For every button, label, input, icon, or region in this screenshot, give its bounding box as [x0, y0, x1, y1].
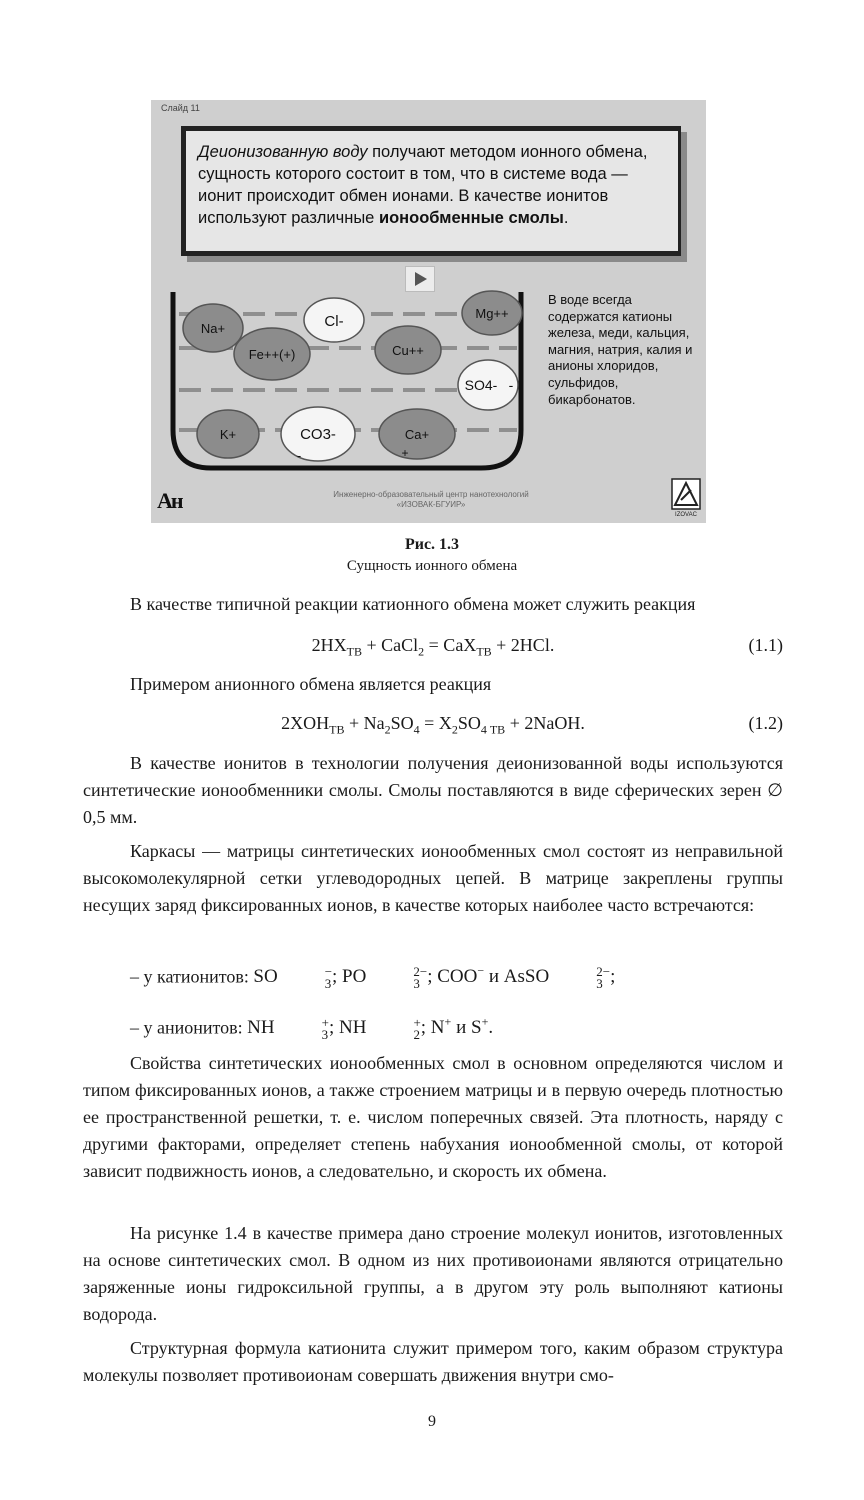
equation-2	[83, 710, 783, 737]
page-number: 9	[428, 1413, 436, 1430]
svg-text:CO3-: CO3-	[300, 426, 336, 443]
slide-footer-line1: Инженерно-образовательный центр нанотехнологий	[333, 490, 529, 499]
slide-side-note: В воде всегда содержатся катионы железа, меди, кальция, магния, натрия, калия и анионы хлоридов, сульфидов, бикарбонатов.	[548, 292, 693, 407]
paragraph-3: В качестве ионитов в технологии получения деионизованной воды используются синтетические ионообменники смолы. Смолы поставляются в виде сферических зерен ∅ 0,5 мм.	[83, 753, 783, 827]
equation-1-body: $2HX_{ТВ}$ + CaCl$_2$ = CaX$_{ТВ}$ + 2HCl.	[311, 635, 555, 659]
paragraph-4: Каркасы — матрицы синтетических ионообменных смол состоят из неправильной высокомолекулярной сетки углеводородных цепей. В матрице закреплены группы несущих заряд фиксированных ионов, в качестве которых наиболее часто встречаются:	[83, 841, 783, 915]
slide-text-main: получают методом ионного обмена, сущность которого состоит в том, что в системе вода — ионит происходит обмен ионами. В качестве ионитов используют различные	[198, 143, 648, 227]
svg-text:K+: K+	[219, 427, 237, 442]
equation-1-number: (1.1)	[748, 635, 783, 655]
ion-na	[183, 304, 243, 352]
paragraph-6: На рисунке 1.4 в качестве примера дано строение молекул ионитов, изготовленных на основе синтетических смол. В одном из них противоионами являются отрицательно заряженные ионы гидроксильной группы, а в другом эту роль выполняют катионы водорода.	[83, 1223, 783, 1324]
ion-ca	[379, 409, 455, 460]
paragraph-7: Структурная формула катионита служит примером того, каким образом структура молекулы позволяет противоионам совершать движения внутри смо-	[83, 1338, 783, 1385]
slide-text-end: .	[563, 209, 569, 227]
svg-text:Cl-: Cl-	[324, 313, 344, 330]
cation-groups-line: – у катионитов: SO − 3 ; PO 2− 3 ; COO− и AsSO 2− 3 ;	[130, 963, 616, 991]
ion-fe	[234, 328, 310, 380]
logo-left: Ан	[157, 488, 182, 513]
slide-label: Слайд 11	[161, 103, 200, 113]
slide-footer-line2: «ИЗОВАК-БГУИР»	[396, 500, 466, 509]
ion-co3	[281, 407, 355, 463]
paragraph-1: В качестве типичной реакции катионного обмена может служить реакция	[130, 594, 696, 614]
ion-cu	[375, 326, 441, 374]
slide-figure	[151, 100, 706, 523]
paragraph-2: Примером анионного обмена является реакция	[130, 674, 492, 694]
equation-2-number: (1.2)	[748, 713, 783, 733]
equation-2-body: $2XOH_{ТВ} + Na_2SO_4 = X_2SO_{4 ТВ}$ + 2NaOH.	[281, 713, 585, 737]
svg-text:-: -	[296, 448, 302, 463]
svg-text:Mg++: Mg++	[475, 306, 509, 321]
slide-text-italic: Деионизованную воду	[198, 143, 368, 161]
anion-groups-line: – у анионитов: NH + 3 ; NH + 2 ; N+ и S+.	[130, 1014, 494, 1042]
svg-text:Fe++(+): Fe++(+)	[248, 347, 296, 362]
svg-text:IZOVAC: IZOVAC	[675, 512, 697, 518]
svg-text:-: -	[508, 377, 514, 393]
ion-cl	[304, 298, 364, 342]
ion-mg	[462, 291, 522, 335]
izovac-logo-icon	[671, 478, 701, 518]
ion-k	[197, 410, 259, 458]
slide-footer	[261, 490, 601, 510]
equation-1	[83, 632, 783, 659]
paragraph-5: Свойства синтетических ионообменных смол в основном определяются числом и типом фиксированных ионов, а также строением матрицы и в первую очередь плотностью ее пространственной решетки, т. е. числом поперечных связей. Эта плотность, наряду с другими факторами, определяет степень набухания ионообменной смолы, от которой зависит подвижность ионов, а следовательно, и скорость их обмена.	[83, 1053, 783, 1181]
figure-number: Рис. 1.3	[404, 536, 460, 553]
slide-text-bold: ионообменные смолы	[378, 209, 564, 227]
figure-title: Сущность ионного обмена	[346, 558, 518, 574]
svg-text:Cu++: Cu++	[392, 343, 424, 358]
ion-so4	[458, 360, 518, 410]
svg-text:Ca+: Ca+	[404, 427, 430, 442]
svg-text:+: +	[401, 446, 409, 460]
svg-text:SO4-: SO4-	[464, 377, 498, 393]
svg-text:Na+: Na+	[200, 321, 226, 336]
